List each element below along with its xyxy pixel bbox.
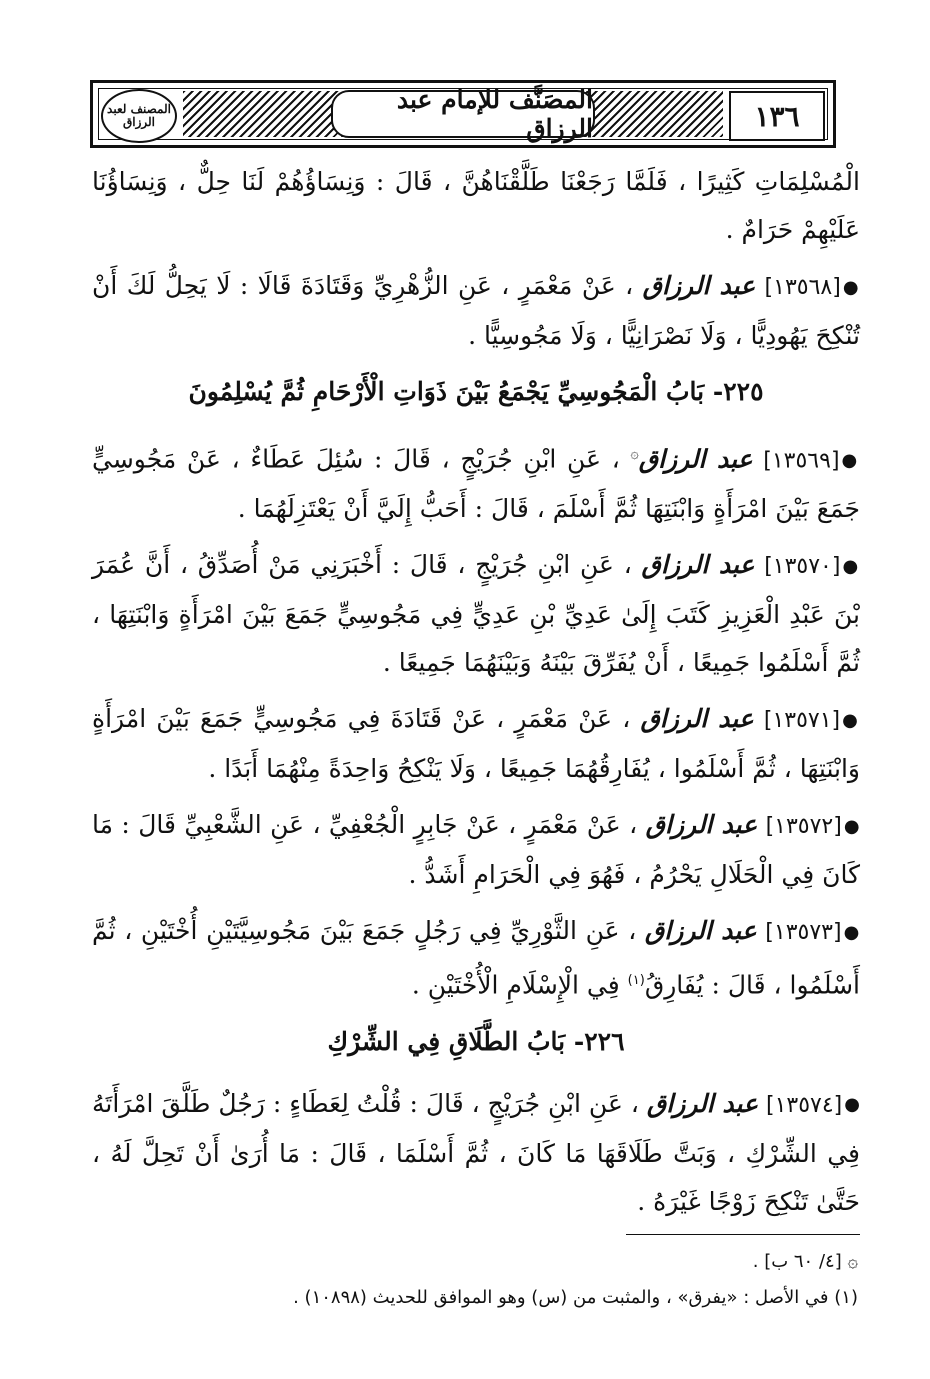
bullet-icon: ● [842, 276, 860, 298]
hadith-text-after: فِي الْإِسْلَامِ الْأُخْتَيْنِ . [411, 970, 628, 1000]
bullet-icon: ● [841, 449, 860, 471]
hadith-text: ، عَنِ الثَّوْرِيِّ فِي رَجُلٍ جَمَعَ بَيْنَ مَجُوسِيَّتَيْنِ أُخْتَيْنِ ، ثُمَّ أَسْلَمُوا ، قَالَ : يُفَارِقُ [92, 916, 860, 1000]
hadith-text: ، عَنِ ابْنِ جُرَيْجٍ ، قَالَ : أَخْبَرَنِي مَنْ أُصَدِّقُ ، أَنَّ عُمَرَ بْنَ عَبْدِ الْعَزِيزِ كَتَبَ إِلَىٰ عَدِيِّ بْنِ عَدِيٍّ فِي مَجُوسِيٍّ جَمَعَ بَيْنَ امْرَأَةٍ وَابْنَتِهَا ، ثُمَّ أَسْلَمُوا جَمِيعًا ، أَنْ يُفَرِّقَ بَيْنَهُ وَبَيْنَهُمَا جَمِيعًا . [92, 550, 860, 678]
bullet-icon: ● [842, 555, 860, 577]
hadith-13568 [92, 262, 860, 360]
hadith-number: [١٣٥٧٣] [765, 920, 842, 946]
hadith-author: عبد الرزاق [638, 444, 753, 474]
hadith-author: عبد الرزاق [645, 810, 758, 840]
main-text [92, 158, 860, 1234]
bullet-icon: ● [843, 815, 861, 837]
hadith-author: عبد الرزاق [641, 550, 755, 580]
hadith-text: ، عَنْ مَعْمَرٍ ، عَنْ قَتَادَةَ فِي مَجُوسِيٍّ جَمَعَ بَيْنَ امْرَأَةٍ وَابْنَتِهَا ، ثُمَّ أَسْلَمُوا ، يُفَارِقُهُمَا جَمِيعًا ، وَلَا يَنْكِحُ وَاحِدَةً مِنْهُمَا أَبَدًا . [92, 704, 860, 784]
hadith-text: ، عَنِ ابْنِ جُرَيْجٍ ، قَالَ : قُلْتُ لِعَطَاءٍ : رَجُلٌ طَلَّقَ امْرَأَتَهُ فِي الشِّرْكِ ، وَبَتَّ طَلَاقَهَا مَا كَانَ ، ثُمَّ أَسْلَمَا ، قَالَ : مَا أُرَىٰ أَنْ تَحِلَّ لَهُ ، حَتَّىٰ تَنْكِحَ زَوْجًا غَيْرَهُ . [92, 1088, 860, 1216]
hadith-number: [١٣٥٧١] [763, 708, 841, 734]
running-title: المصَنَّف للإمام عبد الرزاق [331, 90, 595, 138]
hadith-author: عبد الرزاق [640, 704, 754, 734]
hadith-author: عبد الرزاق [646, 1088, 758, 1118]
page-number: ١٣٦ [729, 91, 825, 141]
hadith-number: [١٣٥٦٨] [764, 275, 841, 300]
hadith-13572 [92, 801, 860, 899]
footnote-separator [626, 1234, 860, 1235]
header-ornament-left [183, 91, 353, 137]
footnote-marker[interactable]: (١) [627, 973, 645, 989]
hadith-13574 [92, 1080, 860, 1226]
hadith-13570 [92, 541, 860, 687]
hadith-13573 [92, 907, 860, 1009]
hadith-number: [١٣٥٧٠] [764, 554, 841, 580]
footnote-1: (١) في الأصل : «يفرق» ، والمثبت من (س) وهو الموافق للحديث (١٠٨٩٨) . [293, 1287, 858, 1308]
bullet-icon: ● [843, 921, 860, 943]
hadith-number: [١٣٥٧٢] [765, 814, 842, 840]
hadith-13571 [92, 695, 860, 793]
hadith-author: عبد الرزاق [644, 916, 757, 946]
bullet-icon: ● [844, 1094, 861, 1116]
book-medallion: المصنف لعبد الرزاق [101, 89, 177, 143]
chapter-heading-226: ٢٢٦- بَابُ الطَّلَاقِ فِي الشِّرْكِ [327, 1026, 625, 1056]
footnote-star: ۞ [٤/ ٦٠ ب] . [752, 1251, 858, 1272]
hadith-text: ، عَنْ مَعْمَرٍ ، عَنِ الزُّهْرِيِّ وَقَتَادَةَ قَالَا : لَا يَحِلُّ لَكَ أَنْ تُنْكِحَ يَهُودِيًّا ، وَلَا نَصْرَانِيًّا ، وَلَا مَجُوسِيًّا . [92, 271, 860, 350]
manuscript-star-icon: ۞ [630, 446, 639, 462]
continuation-paragraph: الْمُسْلِمَاتِ كَثِيرًا ، فَلَمَّا رَجَعْنَا طَلَّقْنَاهُنَّ ، قَالَ : وَنِسَاؤُهُمْ لَنَا حِلٌّ ، وَنِسَاؤُنَا عَلَيْهِمْ حَرَامٌ . [92, 167, 860, 244]
chapter-heading-225: ٢٢٥- بَابُ الْمَجُوسِيِّ يَجْمَعُ بَيْنَ ذَوَاتِ الْأَرْحَامِ ثُمَّ يُسْلِمُونَ [188, 377, 764, 406]
footnotes [92, 1244, 858, 1316]
hadith-text: ، عَنْ مَعْمَرٍ ، عَنْ جَابِرٍ الْجُعْفِيِّ ، عَنِ الشَّعْبِيِّ قَالَ : مَا كَانَ فِي الْحَلَالِ يَحْرُمُ ، فَهُوَ فِي الْحَرَامِ أَشَدُّ . [92, 810, 860, 890]
page-header [90, 80, 836, 148]
bullet-icon: ● [842, 709, 861, 731]
hadith-author: عبد الرزاق [642, 271, 756, 300]
hadith-13569 [92, 430, 860, 533]
hadith-number: [١٣٥٦٩] [763, 448, 840, 474]
hadith-number: [١٣٥٧٤] [765, 1092, 843, 1118]
hadith-text: ، عَنِ ابْنِ جُرَيْجٍ ، قَالَ : سُئِلَ عَطَاءٌ ، عَنْ مَجُوسِيٍّ جَمَعَ بَيْنَ امْرَأَةٍ وَابْنَتِهَا ثُمَّ أَسْلَمَ ، قَالَ : أَحَبُّ إِلَيَّ أَنْ يَعْتَزِلَهُمَا . [92, 444, 860, 524]
